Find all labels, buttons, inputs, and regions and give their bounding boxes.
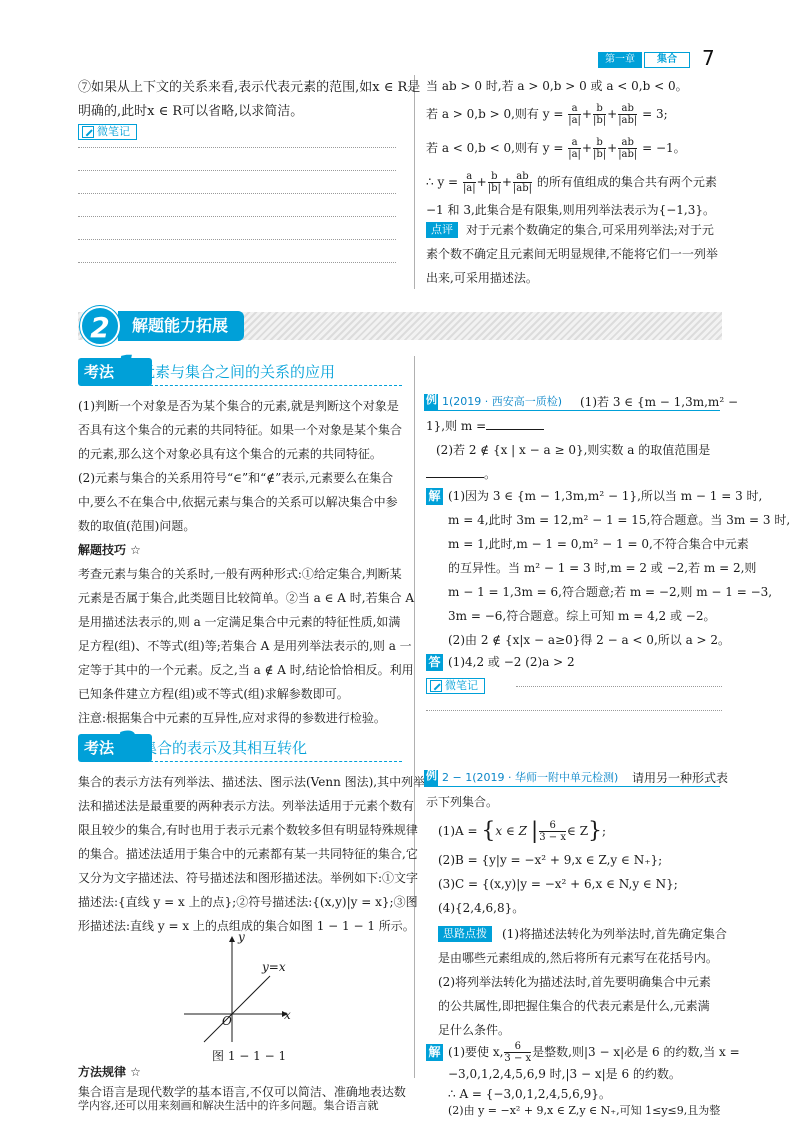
frac-den: |ab| — [618, 115, 638, 126]
frac-den: |ab| — [512, 183, 533, 194]
m2-rule-1: 集合语言是现代数学的基本语言,不仅可以简洁、准确地表达数 — [78, 1085, 406, 1099]
m1-tip-7: 注意:根据集合中元素的互异性,应对求得的参数进行检验。 — [78, 711, 386, 725]
m1-para-4: (2)元素与集合的关系用符号“∈”和“∉”表示,元素要么在集合 — [78, 471, 394, 485]
m1-para-2: 否具有这个集合的元素的共同特征。如果一个对象是某个集合 — [78, 423, 403, 437]
pen-icon — [430, 680, 442, 692]
m1-para-6: 数的取值(范围)问题。 — [78, 519, 196, 533]
note-line-1: ⑦如果从上下文的关系来看,表示代表元素的范围,如x ∈ R是 — [78, 80, 421, 95]
fraction — [568, 103, 581, 126]
frac-den: |b| — [592, 149, 607, 160]
ex1-q2-a: (2)若 2 ∉ {x | x − a ≥ 0},则实数 a 的取值范围是 — [436, 443, 711, 457]
m1-tip-1: 考查元素与集合的关系时,一般有两种形式:①给定集合,判断某 — [78, 567, 402, 581]
ex2-hint-1: (1)将描述法转化为列举法时,首先确定集合 — [502, 927, 727, 941]
m2-para-5: 又分为文字描述法、符号描述法和图形描述法。举例如下:①文字 — [78, 871, 419, 885]
ex2-hint-5: 足什么条件。 — [438, 1023, 511, 1037]
solution-tag: 解 — [426, 1044, 443, 1061]
fraction — [618, 103, 637, 126]
frac-num: b — [593, 103, 606, 115]
ex1-sol-7: (2)由 2 ∉ {x|x − a≥0}得 2 − a < 0,所以 a > 2。 — [448, 633, 731, 647]
comment-line-2: 素个数不确定且元素间无明显规律,不能将它们一一列举 — [426, 247, 718, 261]
line-text: 若 a > 0,b > 0,则有 y = — [426, 107, 564, 121]
ex2-hint-3: (2)将列举法转化为描述法时,首先要明确集合中元素 — [438, 975, 711, 989]
top-right-line-1: 当 ab > 0 时,若 a > 0,b > 0 或 a < 0,b < 0。 — [426, 79, 688, 93]
section-number: 2 — [80, 306, 120, 346]
m2-para-2: 法和描述法是最重要的两种表示方法。列举法适用于元素个数有 — [78, 799, 415, 813]
m1-para-1: (1)判断一个对象是否为某个集合的元素,就是判断这个对象是 — [78, 399, 399, 413]
bar: | — [530, 818, 539, 844]
pen-icon — [82, 126, 94, 138]
section-label: 集合 — [644, 52, 690, 68]
example-1-source: 1(2019 · 西安高一质检) — [442, 395, 563, 408]
micro-note-label: 微笔记 — [97, 125, 130, 138]
fraction — [504, 1041, 531, 1064]
top-right-line-5: −1 和 3,此集合是有限集,则用列举法表示为{−1,3}。 — [426, 203, 715, 217]
frac-den: |b| — [592, 115, 607, 126]
fraction — [463, 171, 476, 194]
ex1-sol-2: m = 4,此时 3m = 12,m² − 1 = 15,符合题意。当 3m = 3 时, — [448, 513, 791, 527]
q-text: ∈ Z — [567, 824, 589, 838]
comment-line-1: 对于元素个数确定的集合,可采用列举法;对于元 — [466, 223, 714, 237]
ex2-intro: 请用另一种形式表 — [632, 771, 729, 785]
method-2-number: 2 — [116, 726, 137, 761]
ex2-sol-3: ∴ A = {−3,0,1,2,4,5,6,9}。 — [448, 1087, 611, 1101]
frac-num: ab — [513, 171, 532, 183]
note-dotline — [78, 147, 396, 148]
frac-num: 6 — [539, 820, 566, 832]
frac-den: |a| — [568, 149, 581, 160]
q-text: (1)A = — [438, 824, 478, 838]
fig-x-label: x — [284, 1008, 291, 1022]
rules-title: 方法规律 ☆ — [78, 1065, 141, 1079]
ex1-answer: (1)4,2 或 −2 (2)a > 2 — [448, 655, 575, 669]
m2-para-7: 形描述法:直线 y = x 上的点组成的集合如图 1 − 1 − 1 所示。 — [78, 919, 415, 933]
method-2-underline — [140, 761, 402, 762]
frac-num: b — [593, 137, 606, 149]
m1-tip-5: 定等于其中的一个元素。反之,当 a ∉ A 时,结论恰恰相反。利用 — [78, 663, 414, 677]
answer-blank[interactable] — [426, 464, 484, 478]
y-axis-arrow — [229, 936, 235, 942]
m1-para-3: 的元素,那么这个对象必具有这个集合的元素的共同特征。 — [78, 447, 382, 461]
note-dotline — [78, 239, 396, 240]
frac-den: 3 − x — [539, 832, 566, 843]
section-title: 解题能力拓展 — [118, 311, 244, 341]
m2-para-4: 的集合。描述法适用于集合中的元素都有某一共同特征的集合,它 — [78, 847, 418, 861]
note-line-2: 明确的,此时x ∈ R可以省略,以求简洁。 — [78, 104, 304, 119]
answer-blank[interactable] — [486, 416, 544, 430]
ex1-sol-3: m = 1,此时,m − 1 = 0,m² − 1 = 0,不符合集合中元素 — [448, 537, 749, 551]
top-right-line-4: ∴ y = $\frac{a}{|a|}$ + $\frac{b}{|b|}$ + $\frac{ab}{|ab|}$ 的所有值组成的集合共有两个元素 — [426, 171, 717, 194]
column-divider-lower — [414, 356, 415, 1078]
brace-close: } — [588, 818, 603, 844]
fraction — [593, 103, 606, 126]
ex1-q1-a: (1)若 3 ∈ {m − 1,3m,m² − — [580, 395, 738, 409]
q-text: x ∈ Z — [495, 824, 527, 838]
frac-num: ab — [618, 137, 637, 149]
method-label: 考法 — [84, 739, 115, 757]
method-2-title: 集合的表示及其相互转化 — [142, 739, 308, 757]
example-2-label: 例 — [426, 769, 437, 782]
hint-tag: 思路点拨 — [438, 926, 492, 942]
q-text: 1},则 m = — [426, 419, 487, 433]
line-text: = 3; — [642, 107, 668, 121]
frac-num: ab — [618, 103, 637, 115]
fig-origin-label: O — [222, 1014, 232, 1028]
m1-tip-3: 是用描述法表示的,则 a 一定满足集合中元素的特征性质,如满 — [78, 615, 401, 629]
ex1-sol-6: 3m = −6,符合题意。综上可知 m = 4,2 或 −2。 — [448, 609, 716, 623]
answer-tag: 答 — [426, 654, 443, 671]
m1-para-5: 中,要么不在集合中,依据元素与集合的关系可以解决集合中参 — [78, 495, 398, 509]
line-text: ∴ y = — [426, 175, 459, 189]
example-1-label: 例 — [426, 393, 437, 406]
frac-num: a — [463, 171, 476, 183]
ex2-hint-4: 的公共属性,即把握住集合的代表元素是什么,元素满 — [438, 999, 710, 1013]
micro-note-tag — [426, 678, 485, 694]
note-dotline — [78, 262, 396, 263]
m2-para-1: 集合的表示方法有列举法、描述法、图示法(Venn 图法),其中列举 — [78, 775, 426, 789]
page-number: 7 — [702, 46, 715, 70]
frac-num: b — [488, 171, 501, 183]
ex2-sol-4: (2)由 y = −x² + 9,x ∈ Z,y ∈ N₊,可知 1≤y≤9,且为整 — [448, 1104, 721, 1117]
frac-den: |b| — [487, 183, 501, 194]
fig-caption: 图 1 − 1 − 1 — [212, 1049, 287, 1063]
ex2-sol-1 — [448, 1038, 740, 1066]
figure-y-equals-x — [180, 936, 290, 1046]
line-text: 的所有值组成的集合共有两个元素 — [536, 175, 717, 189]
m2-rule-2: 学内容,还可以用来刻画和解决生活中的许多问题。集合语言就 — [78, 1099, 379, 1112]
note-dotline — [78, 216, 396, 217]
method-1-number: 1 — [116, 350, 137, 385]
ex1-q1-b — [426, 414, 544, 438]
ex2-q2: (2)B = {y|y = −x² + 9,x ∈ Z,y ∈ N₊}; — [438, 853, 663, 867]
m2-para-3: 限且较少的集合,有时也用于表示元素个数较多但有明显特殊规律 — [78, 823, 418, 837]
ex1-sol-4: 的互异性。当 m² − 1 = 3 时,m = 2 或 −2,若 m = 2,则 — [448, 561, 757, 575]
line-text: 若 a < 0,b < 0,则有 y = — [426, 141, 564, 155]
solution-tag: 解 — [426, 488, 443, 505]
frac-num: 6 — [504, 1041, 531, 1053]
note-dotline — [516, 686, 722, 687]
frac-den: 3 − x — [504, 1053, 532, 1064]
fraction — [513, 171, 532, 194]
line-text: = −1。 — [642, 141, 686, 155]
frac-den: |a| — [568, 115, 581, 126]
frac-num: a — [568, 103, 581, 115]
m2-para-6: 描述法:{直线 y = x 上的点};②符号描述法:{(x,y)|y = x};③图 — [78, 895, 418, 909]
q-text: 是整数,则|3 − x|必是 6 的约数,当 x = — [532, 1045, 740, 1059]
line-y-equals-x — [204, 976, 270, 1042]
method-1-title: 元素与集合之间的关系的应用 — [140, 363, 336, 381]
example-2-source: 2 − 1(2019 · 华师一附中单元检测) — [442, 771, 619, 784]
ex2-q3: (3)C = {(x,y)|y = −x² + 6,x ∈ N,y ∈ N}; — [438, 877, 678, 891]
q-text: (1)要使 x, — [448, 1045, 504, 1059]
frac-den: |a| — [462, 183, 476, 194]
ex2-q4: (4){2,4,6,8}。 — [438, 901, 525, 915]
method-label: 考法 — [84, 363, 115, 381]
note-dotline — [78, 193, 396, 194]
frac-num: a — [568, 137, 581, 149]
top-right-line-3: 若 a < 0,b < 0,则有 y = $\frac{a}{|a|}$ + $\frac{b}{|b|}$ + $\frac{ab}{|ab|}$ = −1。 — [426, 137, 686, 160]
m1-tip-6: 已知条件建立方程(组)或不等式(组)求解参数即可。 — [78, 687, 349, 701]
ex1-sol-1: (1)因为 3 ∈ {m − 1,3m,m² − 1},所以当 m − 1 = 3 时, — [448, 489, 763, 503]
method-1-underline — [140, 385, 402, 386]
tips-title: 解题技巧 ☆ — [78, 543, 141, 557]
ex2-q1: (1)A = {x ∈ Z | $\frac{6}{3 - x}$ ∈ Z}; — [438, 818, 607, 844]
note-dotline — [78, 170, 396, 171]
chapter-label: 第一章 — [598, 52, 642, 68]
fraction — [568, 137, 581, 160]
ex2-sol-2: −3,0,1,2,4,5,6,9 时,|3 − x|是 6 的约数。 — [448, 1067, 681, 1081]
top-right-line-2: 若 a > 0,b > 0,则有 y = $\frac{a}{|a|}$ + $\frac{b}{|b|}$ + $\frac{ab}{|ab|}$ = 3; — [426, 103, 668, 126]
ex1-sol-5: m − 1 = 1,3m = 6,符合题意;若 m = −2,则 m − 1 = −3, — [448, 585, 773, 599]
fraction — [539, 820, 566, 843]
fig-line-label: y=x — [262, 960, 286, 974]
note-dotline — [426, 710, 722, 711]
micro-note-tag — [78, 124, 137, 140]
fraction — [618, 137, 637, 160]
m1-tip-4: 足方程(组)、不等式(组)等;若集合 A 是用列举法表示的,则 a 一 — [78, 639, 412, 653]
m1-tip-2: 元素是否属于集合,此类题目比较简单。②当 a ∈ A 时,若集合 A — [78, 591, 415, 605]
q-text: 。 — [484, 467, 497, 481]
ex2-intro-2: 示下列集合。 — [426, 795, 499, 809]
ex1-q2-b — [426, 462, 496, 486]
ex2-hint-2: 是由哪些元素组成的,然后将所有元素写在花括号内。 — [438, 951, 718, 965]
column-divider-top — [414, 75, 415, 289]
comment-tag: 点评 — [426, 222, 458, 238]
brace-open: { — [481, 818, 496, 844]
method-2-badge — [78, 734, 152, 762]
fraction — [593, 137, 606, 160]
micro-note-label: 微笔记 — [445, 679, 478, 692]
frac-den: |ab| — [618, 149, 638, 160]
comment-line-3: 出来,可采用描述法。 — [426, 271, 538, 285]
fraction — [488, 171, 501, 194]
fig-y-label: y — [238, 930, 245, 944]
